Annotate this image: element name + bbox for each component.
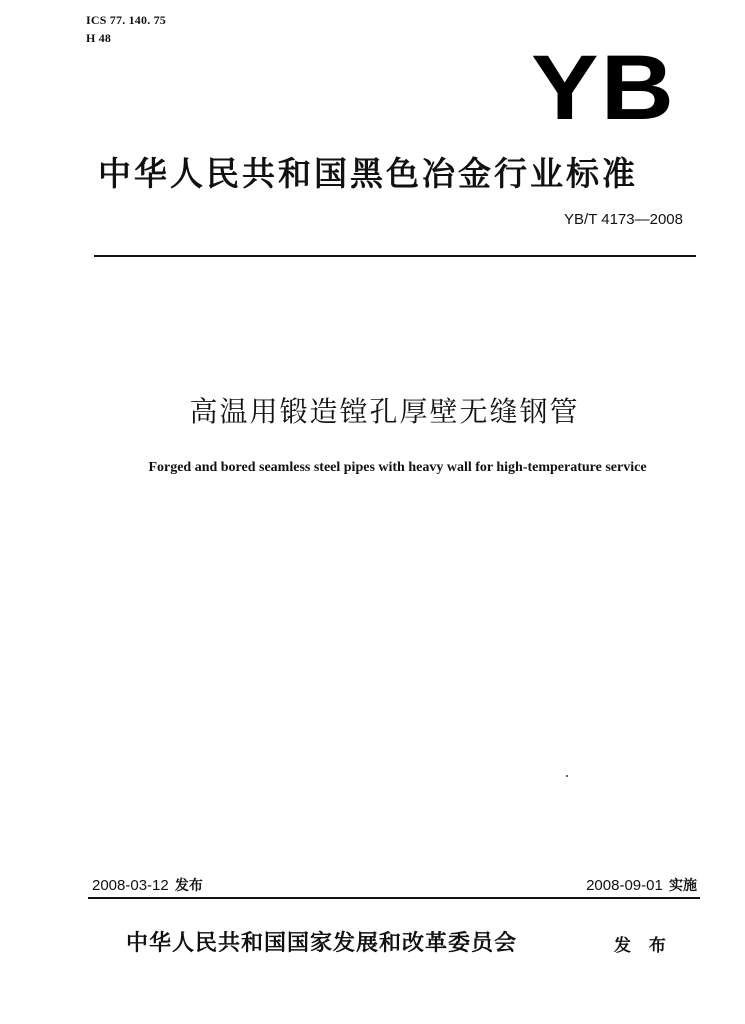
issue-date: 2008-03-12 (92, 877, 169, 894)
implementation-label: 实施 (669, 878, 697, 894)
ics-code: ICS 77. 140. 75 (86, 13, 167, 27)
classification-codes (86, 12, 166, 48)
implementation-date: 2008-09-01 (586, 877, 663, 894)
scan-speck (566, 775, 568, 777)
category-code: H 48 (86, 31, 112, 45)
standard-title: 中华人民共和国黑色冶金行业标准 (98, 154, 638, 193)
yb-logo: YB (531, 37, 676, 139)
bottom-divider (88, 897, 700, 899)
issue-date-line (92, 876, 203, 896)
publish-label: 发 布 (614, 936, 672, 956)
document-title-en: Forged and bored seamless steel pipes with heavy wall for high-temperature service (148, 460, 647, 475)
issue-label: 发布 (174, 878, 203, 894)
implementation-date-line (586, 876, 697, 896)
publisher: 中华人民共和国国家发展和改革委员会 (126, 931, 518, 956)
top-divider (94, 255, 696, 257)
standard-number: YB/T 4173—2008 (564, 211, 683, 228)
document-title-cn: 高温用锻造镗孔厚壁无缝钢管 (189, 395, 580, 428)
